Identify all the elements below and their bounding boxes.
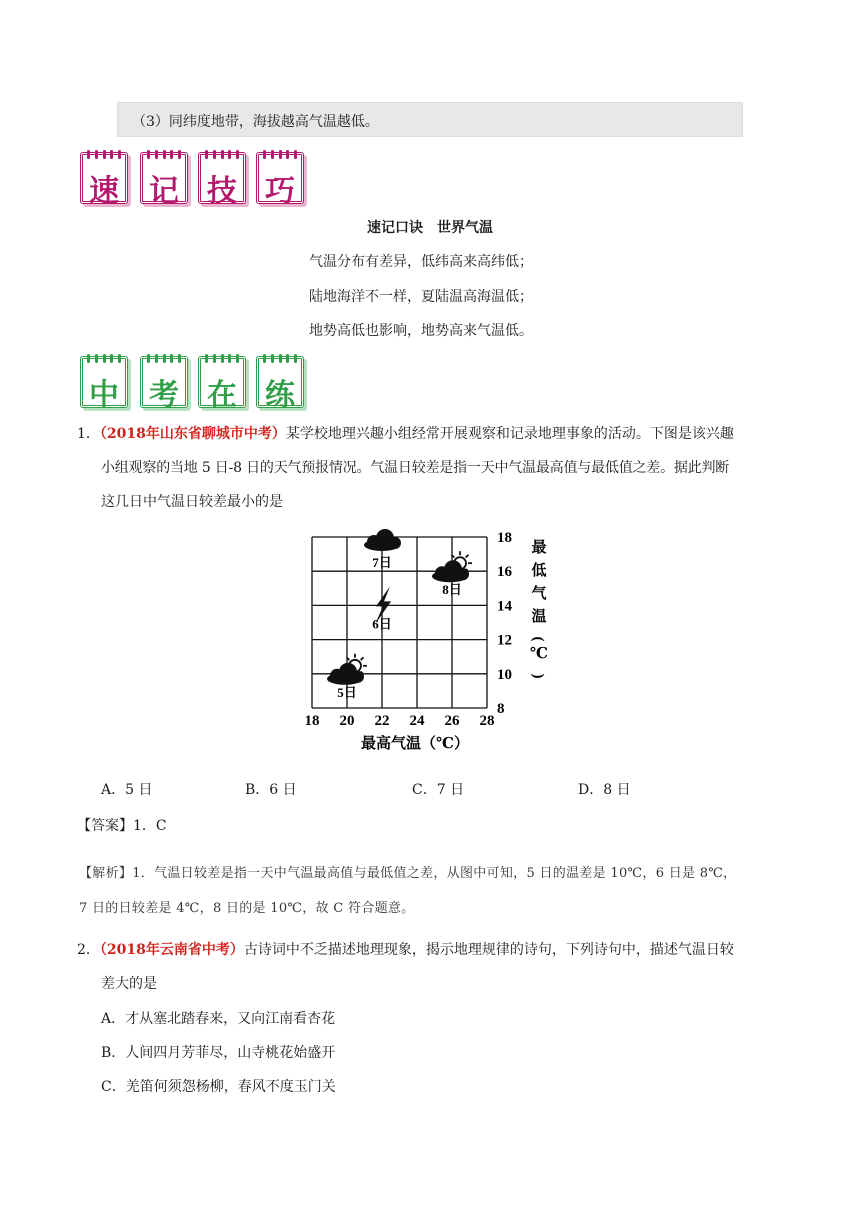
stamp-lian: 练 bbox=[256, 356, 304, 408]
q2-option-a: A．才从塞北踏春来，又向江南看杏花 bbox=[101, 1011, 336, 1027]
q1-number: 1． bbox=[77, 426, 100, 442]
q1-option-c: C．7 日 bbox=[412, 782, 465, 798]
q1-stem-1: 某学校地理兴趣小组经常开展观察和记录地理事象的活动。下图是该兴趣 bbox=[285, 426, 734, 442]
mnemonic-line-1: 气温分布有差异，低纬高来高纬低； bbox=[309, 254, 533, 270]
y-label-char: 最 bbox=[531, 540, 547, 556]
q2-option-b: B．人间四月芳菲尽，山寺桃花始盛开 bbox=[101, 1045, 336, 1061]
chart-y-ticks bbox=[497, 530, 513, 717]
sun-cloud-icon bbox=[327, 654, 367, 685]
stamp-zhong: 中 bbox=[80, 356, 128, 408]
mnemonic-line-3: 地势高低也影响，地势高来气温低。 bbox=[309, 323, 533, 339]
point-label: 5日 bbox=[337, 684, 357, 700]
y-label-char: ( bbox=[530, 636, 546, 642]
stamp-zai: 在 bbox=[198, 356, 246, 408]
temperature-chart bbox=[290, 520, 570, 760]
stamp-su: 速 bbox=[80, 152, 128, 204]
q1-answer: 【答案】1．C bbox=[77, 818, 167, 834]
x-tick-label: 18 bbox=[304, 713, 320, 729]
chart-y-label bbox=[530, 538, 548, 679]
q2-source: （2018年云南省中考） bbox=[99, 942, 244, 958]
mnemonic-line-2: 陆地海洋不一样，夏陆温高海温低； bbox=[309, 289, 533, 305]
q1-option-a: A．5 日 bbox=[101, 782, 153, 798]
x-tick-label: 28 bbox=[479, 713, 495, 729]
chart-x-ticks bbox=[305, 713, 495, 729]
chart-x-label: 最高气温（℃） bbox=[361, 736, 469, 752]
point-label: 6日 bbox=[372, 616, 392, 632]
y-tick-label: 10 bbox=[497, 666, 512, 683]
q1-stem-3: 这几日中气温日较差最小的是 bbox=[101, 494, 283, 510]
y-tick-label: 18 bbox=[497, 530, 512, 546]
y-label-char: ) bbox=[530, 673, 546, 679]
mnemonic-title: 速记口诀 世界气温 bbox=[367, 220, 493, 236]
q1-line-1 bbox=[77, 423, 734, 443]
q2-option-c: C．羌笛何须怨杨柳，春风不度玉门关 bbox=[101, 1079, 336, 1095]
y-label-char: ℃ bbox=[530, 646, 548, 662]
y-label-char: 气 bbox=[531, 586, 547, 602]
stamp-ji: 记 bbox=[140, 152, 188, 204]
q2-stem-2: 差大的是 bbox=[101, 976, 157, 992]
q2-number: 2． bbox=[77, 942, 100, 958]
q1-analysis-2: 7 日的日较差是 4℃，8 日的是 10℃，故 C 符合题意。 bbox=[79, 901, 415, 916]
stamp-qiao: 巧 bbox=[256, 152, 304, 204]
q2-stem-1: 古诗词中不乏描述地理现象，揭示地理规律的诗句，下列诗句中，描述气温日较 bbox=[243, 942, 734, 958]
stamp-kao: 考 bbox=[140, 356, 188, 408]
q1-stem-2: 小组观察的当地 5 日-8 日的天气预报情况。气温日较差是指一天中气温最高值与最低值之差。据此判断 bbox=[101, 460, 730, 476]
x-tick-label: 22 bbox=[374, 713, 390, 729]
q1-option-b: B．6 日 bbox=[245, 782, 297, 798]
y-label-char: 低 bbox=[531, 563, 547, 579]
x-tick-label: 26 bbox=[444, 713, 460, 729]
q1-source: （2018年山东省聊城市中考） bbox=[99, 426, 286, 442]
cloud-icon bbox=[364, 529, 401, 551]
note-box bbox=[117, 102, 743, 137]
point-label: 7日 bbox=[372, 555, 392, 570]
q2-line-1 bbox=[77, 939, 734, 959]
y-tick-label: 12 bbox=[497, 632, 512, 649]
y-tick-label: 16 bbox=[497, 564, 512, 581]
y-tick-label: 14 bbox=[497, 598, 512, 615]
stamp-jiao: 技 bbox=[198, 152, 246, 204]
y-tick-label: 8 bbox=[497, 701, 505, 717]
x-tick-label: 20 bbox=[339, 713, 355, 729]
point-label: 8日 bbox=[442, 582, 462, 598]
x-tick-label: 24 bbox=[409, 713, 425, 729]
y-label-char: 温 bbox=[531, 609, 547, 625]
note-text: （3）同纬度地带，海拔越高气温越低。 bbox=[132, 114, 379, 130]
q1-analysis-1: 【解析】1．气温日较差是指一天中气温最高值与最低值之差，从图中可知，5 日的温差是 10℃，6 日是 8℃， bbox=[79, 866, 737, 881]
q1-option-d: D．8 日 bbox=[578, 782, 631, 798]
sun-cloud-icon bbox=[432, 551, 472, 582]
